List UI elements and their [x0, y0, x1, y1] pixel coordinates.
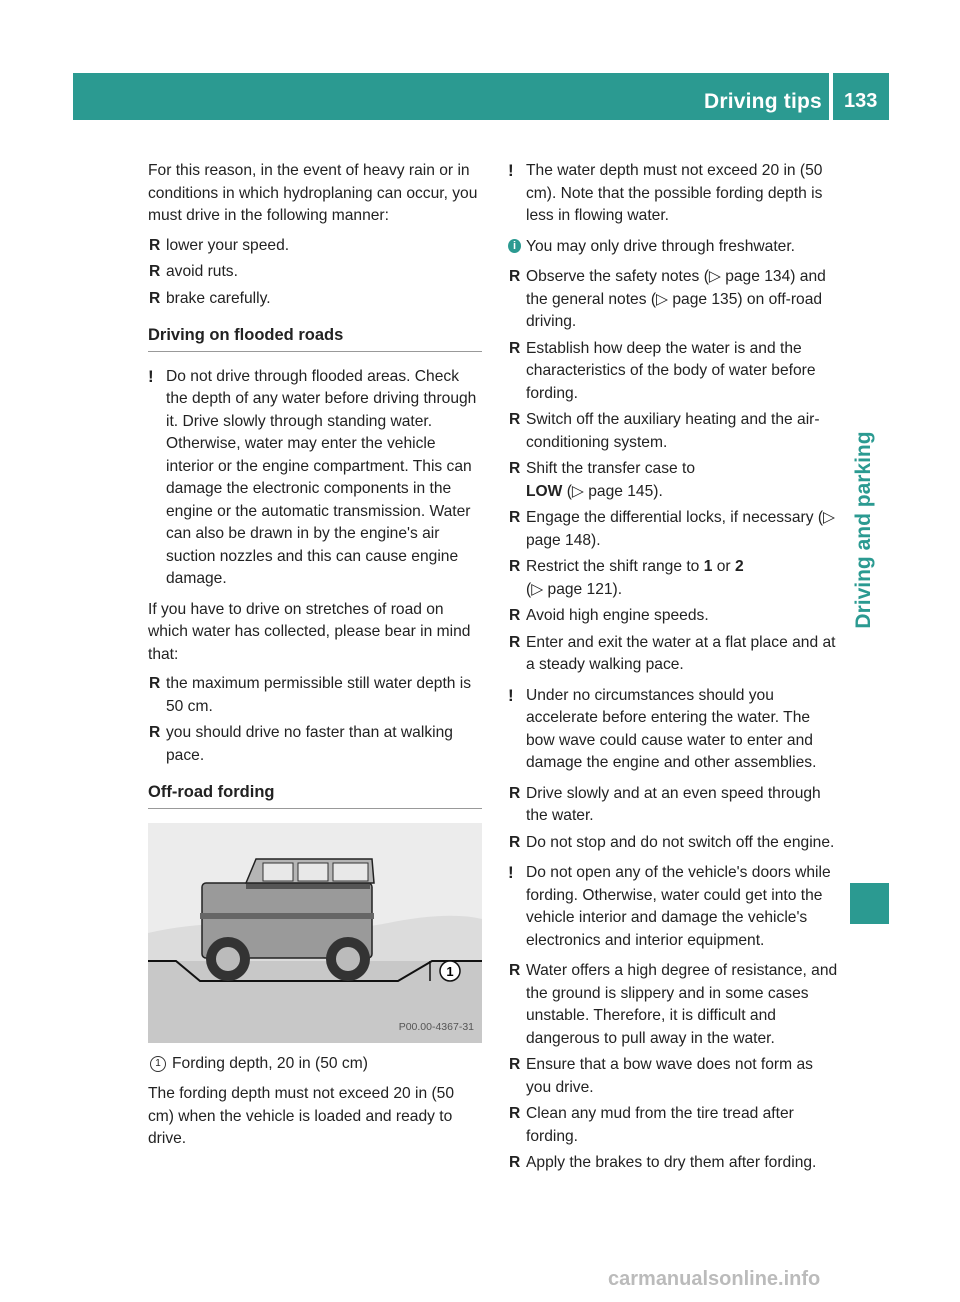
list-item: R lower your speed. [148, 235, 482, 258]
chapter-tab-marker [850, 883, 889, 924]
warning-icon: ! [508, 863, 514, 882]
header-divider [829, 73, 833, 120]
warning-note: ! Under no circumstances should you accelerate before entering the water. The bow wave could cause water to enter and damage the engine and other assemblies. [508, 685, 817, 771]
bullet-icon: R [509, 1154, 521, 1171]
bullet-icon: R [509, 509, 521, 526]
list-item: R avoid ruts. [148, 261, 482, 284]
list-item: R Enter and exit the water at a flat place and at a steady walking pace. [509, 633, 836, 673]
bullet-icon: R [509, 1056, 521, 1073]
bullet-icon: R [509, 833, 521, 851]
list-item: R Apply the brakes to dry them after fording. [508, 1152, 838, 1175]
warning-icon: ! [148, 366, 154, 386]
fording-illustration [148, 823, 482, 1043]
right-column [508, 160, 838, 1179]
figure-code: P00.00-4367-31 [398, 1021, 474, 1033]
bullet-icon: R [509, 339, 521, 357]
warning-note: ! The water depth must not exceed 20 in (50 cm). Note that the possible fording depth is less in flowing water. [508, 161, 823, 224]
list-item: R Avoid high engine speeds. [508, 605, 838, 628]
list-item: R Shift the transfer case to LOW (▷ page 145). [509, 460, 696, 500]
warning-note: ! Do not open any of the vehicle's doors while fording. Otherwise, water could get into the vehicle interior and damage the vehicle's electronics and interior equipment. [508, 863, 831, 949]
intro-paragraph: For this reason, in the event of heavy rain or in conditions in which hydroplaning can occur, you must drive in the following manner: [148, 162, 478, 224]
info-icon: i [508, 239, 521, 253]
list-item: R Engage the differential locks, if necessary (▷ page 148). [509, 509, 836, 549]
list-item: R Ensure that a bow wave does not form as you drive. [509, 1056, 813, 1096]
fording-paragraph: The fording depth must not exceed 20 in (50 cm) when the vehicle is loaded and ready to drive. [148, 1085, 455, 1147]
bullet-icon: R [509, 460, 521, 477]
heading-offroad-fording: Off-road fording [148, 781, 482, 809]
bullet-icon: R [509, 558, 521, 575]
bullet-icon: R [509, 268, 521, 285]
list-item: R Do not stop and do not switch off the engine. [508, 832, 838, 855]
stretches-paragraph: If you have to drive on stretches of road on which water has collected, please bear in mind that: [148, 600, 471, 663]
list-item: R Establish how deep the water is and the characteristics of the body of water before fording. [509, 339, 816, 402]
bullet-icon: R [509, 784, 521, 802]
heading-flooded-roads: Driving on flooded roads [148, 324, 482, 352]
bullet-icon: R [149, 236, 161, 254]
list-item: R Clean any mud from the tire tread after fording. [509, 1105, 794, 1145]
bullet-icon: R [509, 1105, 521, 1122]
bullet-icon: R [149, 289, 161, 307]
bullet-icon: R [509, 962, 521, 979]
warning-icon: ! [508, 685, 514, 705]
page-number: 133 [844, 90, 878, 112]
list-item: R Switch off the auxiliary heating and the air-conditioning system. [509, 411, 820, 451]
left-column [148, 160, 482, 1158]
list-item: R Observe the safety notes (▷ page 134) and the general notes (▷ page 135) on off-road driving. [509, 268, 826, 330]
list-item: R the maximum permissible still water depth is 50 cm. [149, 675, 472, 715]
list-item: R Water offers a high degree of resistance, and the ground is slippery and in some cases unstable. Therefore, it is difficult and dangerous to pull away in the water. [509, 962, 838, 1047]
list-item: R you should drive no faster than at walking pace. [149, 724, 453, 764]
bullet-icon: R [509, 633, 521, 651]
warning-note: ! Do not drive through flooded areas. Check the depth of any water before driving through it. Drive slowly through standing water. Otherwise, water may enter the vehicle interior or the engine compartment. This can damage the electronic components in the engine or the automatic transmission. Water can also be drawn in by the engine's air suction nozzles and this can cause engine damage. [148, 366, 477, 587]
chapter-tab-label: Driving and parking [852, 431, 875, 629]
watermark: carmanualsonline.info [608, 1268, 821, 1290]
list-item: R Restrict the shift range to 1 or 2 (▷ page 121). [509, 558, 744, 598]
callout-number: 1 [446, 963, 454, 979]
bullet-icon: R [149, 675, 161, 692]
vehicle-fording-diagram [148, 823, 482, 1043]
bullet-icon: R [509, 411, 521, 428]
list-item: R Drive slowly and at an even speed through the water. [509, 784, 821, 824]
bullet-icon: R [509, 607, 521, 624]
section-title: Driving tips [704, 90, 822, 113]
figure-caption: 1 Fording depth, 20 in (50 cm) [148, 1053, 482, 1076]
bullet-icon: R [149, 263, 161, 280]
callout-icon: 1 [150, 1056, 166, 1072]
bullet-icon: R [149, 724, 161, 741]
info-note: i You may only drive through freshwater. [508, 236, 838, 259]
warning-icon: ! [508, 161, 514, 180]
list-item: R brake carefully. [148, 288, 482, 311]
